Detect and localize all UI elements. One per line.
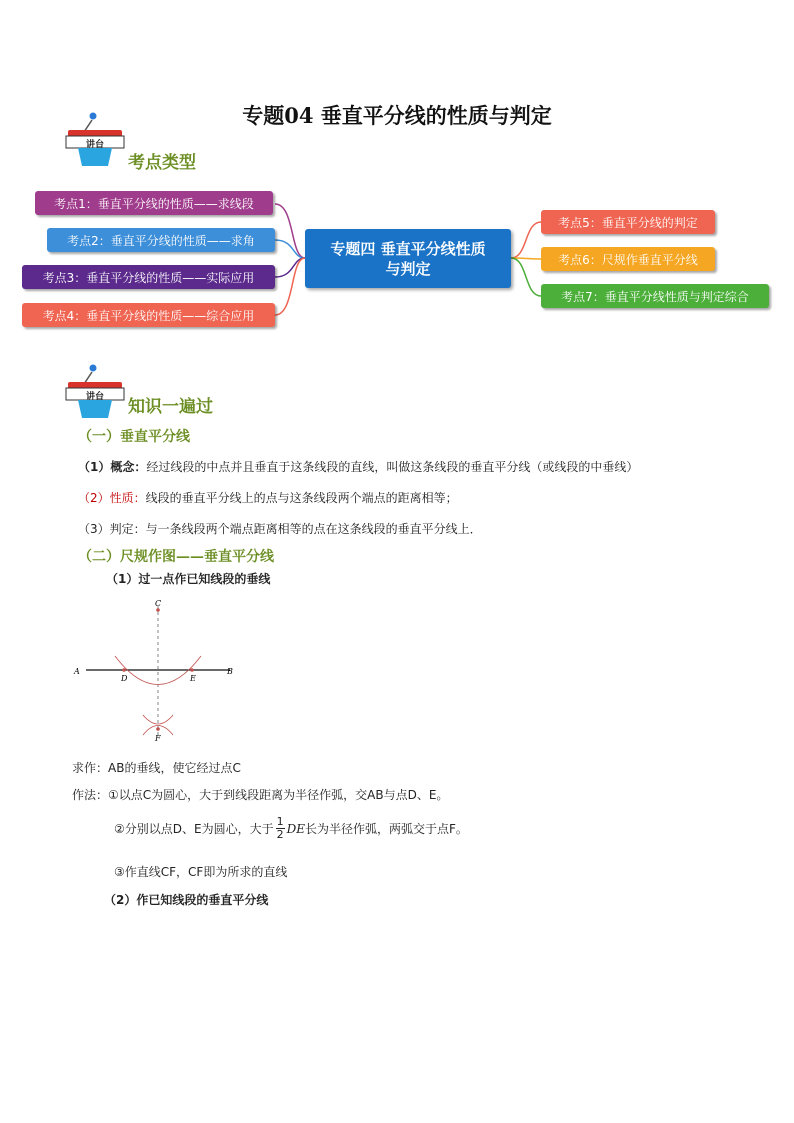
mindmap-node-kaodian3: 考点3：垂直平分线的性质——实际应用 — [22, 265, 275, 289]
perpendicular-construction-diagram — [70, 598, 245, 743]
determination-line: （3）判定：与一条线段两个端点距离相等的点在这条线段的垂直平分线上． — [78, 522, 482, 536]
step2-text-a: ②分别以点D、E为圆心，大于 — [114, 822, 274, 836]
label-b: B — [227, 667, 233, 676]
label-f: F — [155, 734, 161, 743]
step2-text-b: 长为半径作弧，两弧交于点F。 — [304, 822, 468, 836]
mindmap-node-kaodian5: 考点5：垂直平分线的判定 — [541, 210, 715, 234]
construction-requirement: 求作：AB的垂线，使它经过点C — [72, 761, 241, 775]
section-title-kaodian: 考点类型 — [128, 153, 196, 173]
part2-heading: （二）尺规作图——垂直平分线 — [78, 549, 274, 565]
mindmap-center-node — [305, 229, 511, 288]
point-c — [156, 608, 160, 612]
definition-line — [78, 458, 638, 475]
page-title: 专题04 垂直平分线的性质与判定 — [242, 103, 552, 128]
part2-sub2: （2）作已知线段的垂直平分线 — [104, 893, 269, 907]
mindmap-node-kaodian7: 考点7：垂直平分线性质与判定综合 — [541, 284, 769, 308]
podium-label-2: 讲台 — [85, 392, 104, 402]
podium-icon — [62, 110, 128, 172]
point-e — [190, 668, 194, 672]
fraction-half — [276, 816, 285, 841]
mindmap-center-line1: 专题四 垂直平分线性质 — [330, 239, 486, 258]
property-text: 线段的垂直平分线上的点与这条线段两个端点的距离相等； — [145, 491, 458, 505]
part1-heading: （一）垂直平分线 — [78, 429, 190, 445]
fraction-variable: DE — [286, 821, 305, 836]
mindmap-node-kaodian6: 考点6：尺规作垂直平分线 — [541, 247, 715, 271]
label-d: D — [121, 674, 128, 683]
section-title-zhishi: 知识一遍过 — [128, 397, 213, 417]
definition-prefix: （1）概念： — [78, 460, 147, 474]
construction-step-3: ③作直线CF，CF即为所求的直线 — [114, 865, 288, 879]
podium-label: 讲台 — [85, 140, 104, 150]
podium-icon-2 — [62, 362, 128, 424]
mindmap-node-kaodian1: 考点1：垂直平分线的性质——求线段 — [35, 191, 273, 215]
property-prefix: （2）性质： — [78, 491, 146, 505]
fraction-numerator: 1 — [276, 815, 284, 828]
mindmap-node-kaodian4: 考点4：垂直平分线的性质——综合应用 — [22, 303, 275, 327]
point-d — [122, 668, 126, 672]
point-f — [156, 727, 160, 731]
mindmap-center-line2: 与判定 — [385, 259, 431, 278]
construction-step-2 — [114, 816, 468, 841]
label-a: A — [74, 667, 80, 676]
part2-sub1: （1）过一点作已知线段的垂线 — [106, 572, 271, 586]
label-c: C — [155, 599, 162, 608]
property-line — [78, 489, 458, 506]
fraction-denominator: 2 — [276, 828, 284, 841]
mindmap-node-kaodian2: 考点2：垂直平分线的性质——求角 — [47, 228, 275, 252]
label-e: E — [190, 674, 196, 683]
definition-text: 经过线段的中点并且垂直于这条线段的直线，叫做这条线段的垂直平分线（或线段的中垂线） — [146, 460, 639, 474]
construction-step-1: 作法：①以点C为圆心，大于到线段距离为半径作弧，交AB与点D、E。 — [72, 788, 449, 802]
